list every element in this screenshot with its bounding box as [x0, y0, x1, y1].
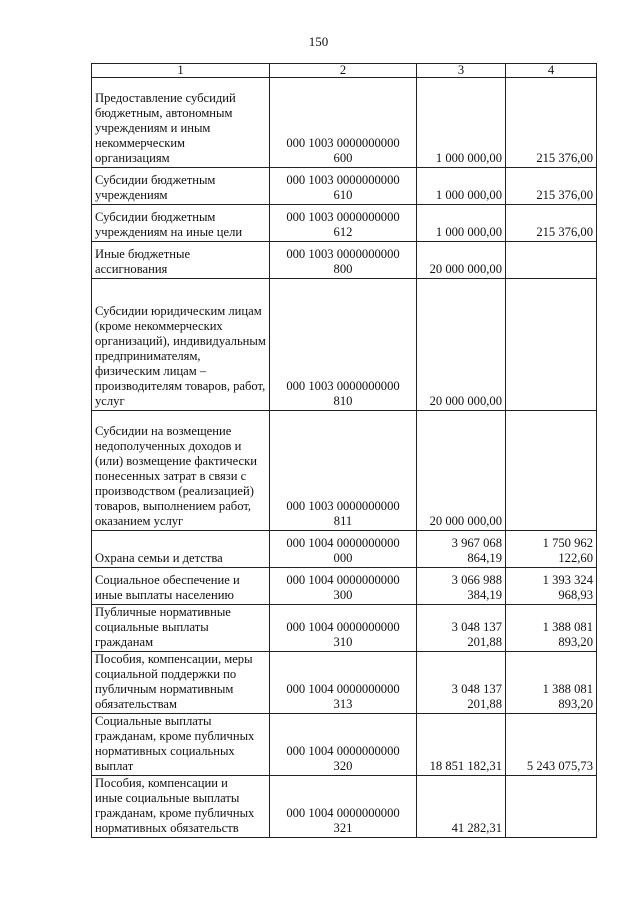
table-row [92, 605, 597, 652]
table-row [92, 411, 597, 531]
header-cell-2: 2 [270, 64, 417, 78]
row-value-col4 [506, 568, 597, 605]
row-value-col4-text: 215 376,00 [536, 188, 593, 202]
header-cell-1: 1 [92, 64, 270, 78]
row-value-col3-text: 3 048 137 201,88 [451, 620, 502, 649]
row-name-text: Социальное обеспечение и иные выплаты населению [95, 573, 240, 602]
table-row [92, 168, 597, 205]
row-value-col3 [417, 568, 506, 605]
row-name [92, 531, 270, 568]
row-value-col3 [417, 279, 506, 411]
row-value-col4-text: 1 393 324 968,93 [542, 573, 593, 602]
row-name-text: Пособия, компенсации и иные социальные выплаты гражданам, кроме публичных нормативных обязательств [95, 776, 255, 835]
row-code-text: 000 1004 0000000000 300 [286, 573, 400, 602]
row-name-text: Субсидии бюджетным учреждениям на иные цели [95, 210, 243, 239]
row-code [270, 531, 417, 568]
row-value-col4 [506, 531, 597, 568]
row-value-col3-text: 3 066 988 384,19 [451, 573, 502, 602]
row-code [270, 568, 417, 605]
row-name [92, 168, 270, 205]
row-value-col3-text: 20 000 000,00 [429, 514, 502, 528]
row-value-col3 [417, 531, 506, 568]
row-value-col3-text: 3 048 137 201,88 [451, 682, 502, 711]
row-name-text: Субсидии юридическим лицам (кроме некоммерческих организаций), индивидуальным предпринимателям, физическим лицам – производителям товаров, работ, услуг [95, 304, 266, 408]
row-value-col3 [417, 652, 506, 714]
row-code [270, 652, 417, 714]
row-name-text: Пособия, компенсации, меры социальной поддержки по публичным нормативным обязательствам [95, 652, 253, 711]
row-value-col4-text: 1 750 962 122,60 [542, 536, 593, 565]
table-header-row [92, 64, 597, 78]
row-name-text: Предоставление субсидий бюджетным, автономным учреждениям и иным некоммерческим организациям [95, 91, 236, 165]
table-row [92, 279, 597, 411]
row-value-col3-text: 1 000 000,00 [435, 151, 502, 165]
row-value-col4 [506, 714, 597, 776]
row-name [92, 279, 270, 411]
row-name-text: Иные бюджетные ассигнования [95, 247, 191, 276]
row-name-text: Социальные выплаты гражданам, кроме публичных нормативных социальных выплат [95, 714, 255, 773]
row-value-col3 [417, 776, 506, 838]
row-name-text: Субсидии на возмещение недополученных доходов и (или) возмещение фактически понесенных затрат в связи с производством (реализацией) товаров, выполнением работ, оказанием услуг [95, 424, 257, 528]
row-value-col4 [506, 411, 597, 531]
row-value-col3-text: 1 000 000,00 [435, 225, 502, 239]
row-code-text: 000 1004 0000000000 313 [286, 682, 400, 711]
row-value-col3-text: 20 000 000,00 [429, 394, 502, 408]
row-code-text: 000 1003 0000000000 600 [286, 136, 400, 165]
row-value-col3-text: 3 967 068 864,19 [451, 536, 502, 565]
row-code [270, 714, 417, 776]
row-code [270, 776, 417, 838]
row-name [92, 78, 270, 168]
row-value-col4 [506, 605, 597, 652]
row-code [270, 411, 417, 531]
row-code-text: 000 1004 0000000000 310 [286, 620, 400, 649]
row-name-text: Публичные нормативные социальные выплаты гражданам [95, 605, 231, 649]
row-code [270, 605, 417, 652]
row-code-text: 000 1003 0000000000 612 [286, 210, 400, 239]
row-code [270, 242, 417, 279]
page-number: 150 [308, 34, 329, 49]
row-value-col4 [506, 279, 597, 411]
row-name [92, 205, 270, 242]
table-row [92, 78, 597, 168]
row-name [92, 605, 270, 652]
row-value-col4-text: 5 243 075,73 [526, 759, 593, 773]
row-value-col3 [417, 714, 506, 776]
row-value-col3-text: 20 000 000,00 [429, 262, 502, 276]
row-value-col4 [506, 652, 597, 714]
row-name [92, 776, 270, 838]
row-value-col4 [506, 168, 597, 205]
header-cell-4: 4 [506, 64, 597, 78]
row-value-col4-text: 215 376,00 [536, 225, 593, 239]
row-value-col4-text: 1 388 081 893,20 [542, 620, 593, 649]
row-code [270, 168, 417, 205]
row-name [92, 568, 270, 605]
row-code-text: 000 1003 0000000000 810 [286, 379, 400, 408]
row-code-text: 000 1004 0000000000 000 [286, 536, 400, 565]
table-row [92, 531, 597, 568]
row-value-col3 [417, 411, 506, 531]
row-code [270, 78, 417, 168]
row-value-col3 [417, 605, 506, 652]
row-value-col3-text: 1 000 000,00 [435, 188, 502, 202]
row-code-text: 000 1003 0000000000 610 [286, 173, 400, 202]
row-name-text: Субсидии бюджетным учреждениям [95, 173, 216, 202]
row-value-col3 [417, 78, 506, 168]
row-code [270, 205, 417, 242]
row-value-col4 [506, 205, 597, 242]
row-name-text: Охрана семьи и детства [95, 551, 223, 565]
row-value-col4-text: 1 388 081 893,20 [542, 682, 593, 711]
row-value-col4-text: 215 376,00 [536, 151, 593, 165]
row-value-col4 [506, 78, 597, 168]
table-row [92, 568, 597, 605]
row-value-col3-text: 18 851 182,31 [429, 759, 502, 773]
row-value-col3 [417, 205, 506, 242]
table-row [92, 652, 597, 714]
header-cell-3: 3 [417, 64, 506, 78]
row-name [92, 242, 270, 279]
row-name [92, 411, 270, 531]
row-value-col3 [417, 168, 506, 205]
row-name [92, 714, 270, 776]
row-name [92, 652, 270, 714]
row-code [270, 279, 417, 411]
row-code-text: 000 1003 0000000000 811 [286, 499, 400, 528]
row-value-col4 [506, 776, 597, 838]
row-value-col4 [506, 242, 597, 279]
table-row [92, 205, 597, 242]
table-row [92, 242, 597, 279]
budget-table [91, 63, 597, 838]
row-value-col3-text: 41 282,31 [451, 821, 502, 835]
table-row [92, 776, 597, 838]
row-value-col3 [417, 242, 506, 279]
row-code-text: 000 1003 0000000000 800 [286, 247, 400, 276]
row-code-text: 000 1004 0000000000 320 [286, 744, 400, 773]
table-row [92, 714, 597, 776]
row-code-text: 000 1004 0000000000 321 [286, 806, 400, 835]
